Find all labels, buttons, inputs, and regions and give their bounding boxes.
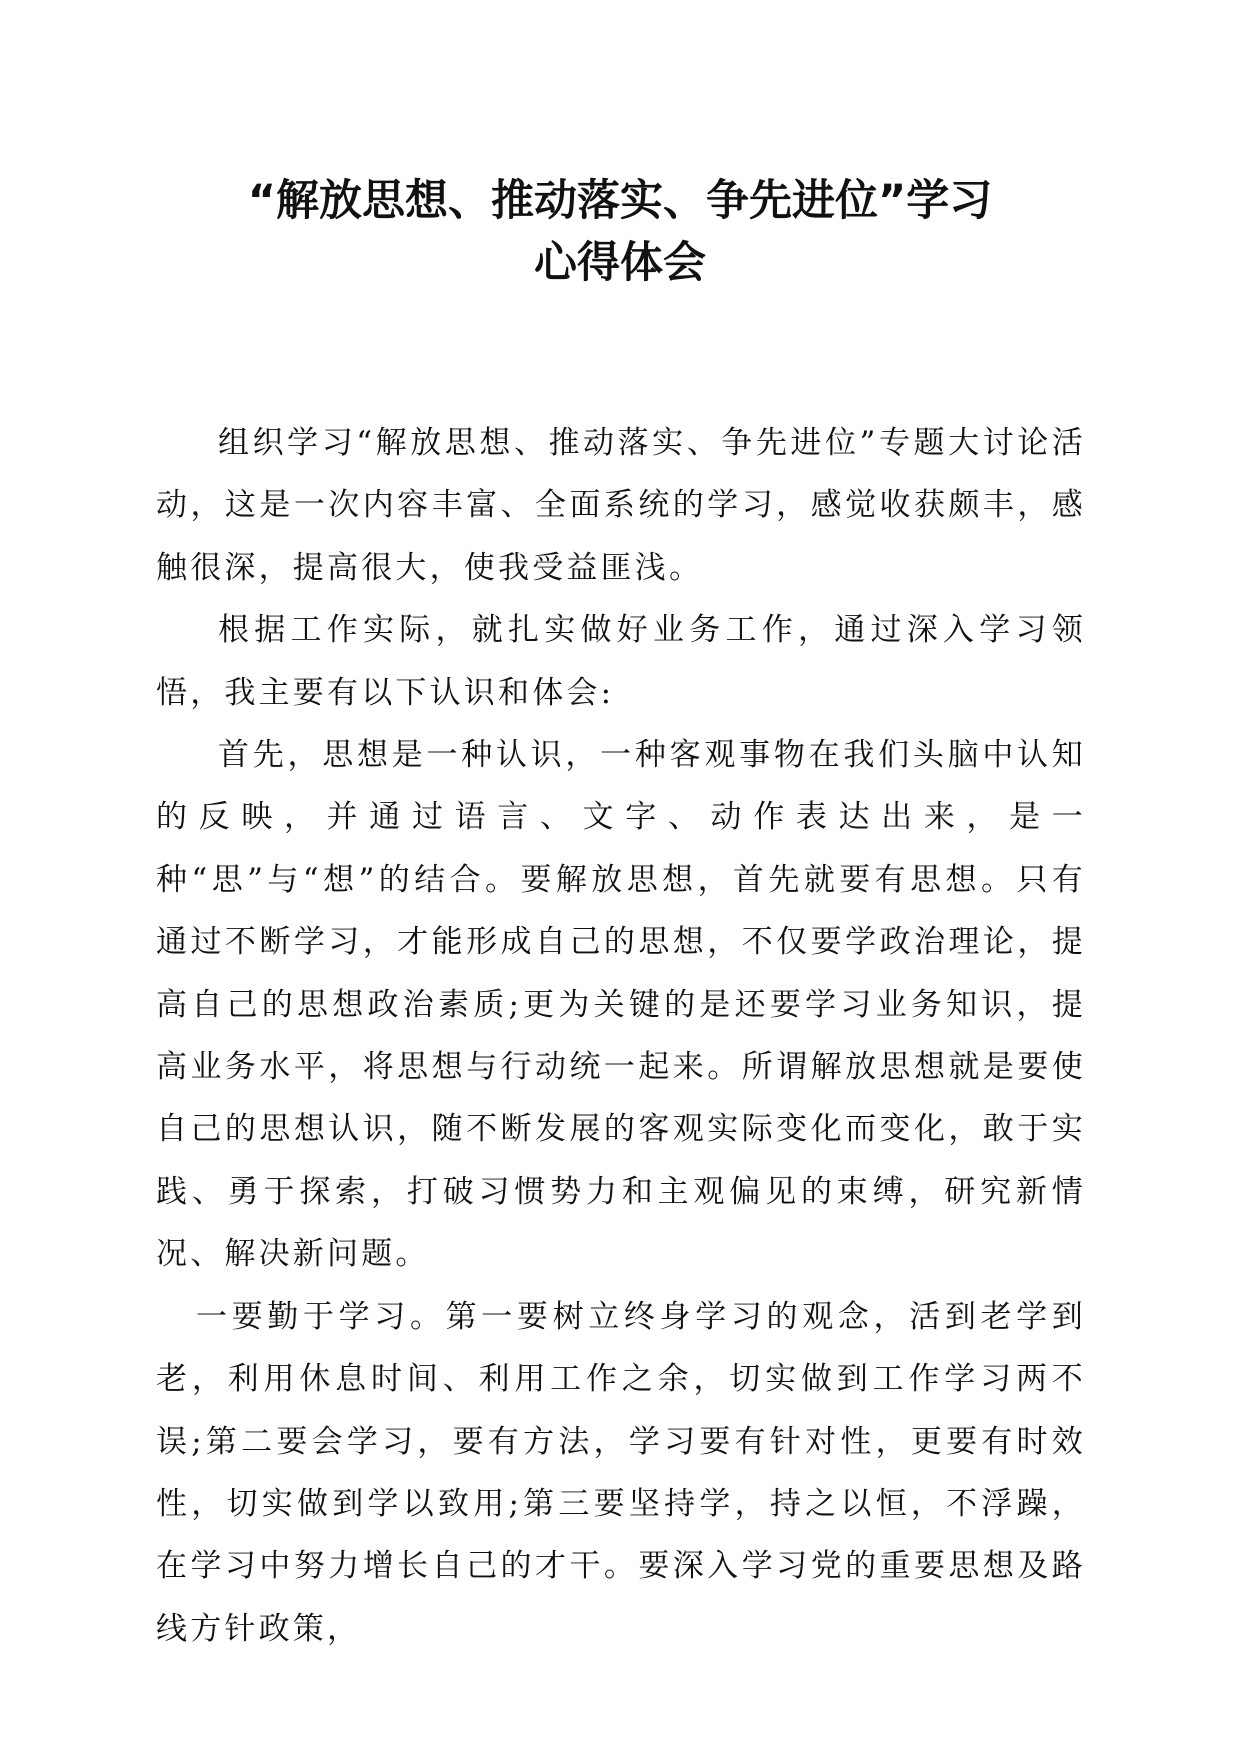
paragraph-first: 首先，思想是一种认识，一种客观事物在我们头脑中认知的反映，并通过语言、文字、动作表达出来，是一种“思”与“想”的结合。要解放思想，首先就要有思想。只有通过不断学习，才能形成自己的思想，不仅要学政治理论，提高自己的思想政治素质;更为关键的是还要学习业务知识，提高业务水平，将思想与行动统一起来。所谓解放思想就是要使自己的思想认识，随不断发展的客观实际变化而变化，敢于实践、勇于探索，打破习惯势力和主观偏见的束缚，研究新情况、解决新问题。 (156, 737, 1086, 1273)
document-body (156, 412, 1086, 1660)
title-line-2: 心得体会 (534, 238, 706, 288)
paragraph-basis: 根据工作实际，就扎实做好业务工作，通过深入学习领悟，我主要有以下认识和体会: (156, 612, 1086, 711)
paragraph-intro: 组织学习“解放思想、推动落实、争先进位”专题大讨论活动，这是一次内容丰富、全面系统的学习，感觉收获颇丰，感触很深，提高很大，使我受益匪浅。 (156, 425, 1086, 586)
document-title (0, 170, 1240, 294)
title-line-1: “解放思想、推动落实、争先进位”学习 (247, 176, 993, 226)
paragraph-study: 一要勤于学习。第一要树立终身学习的观念，活到老学到老，利用休息时间、利用工作之余，切实做到工作学习两不误;第二要会学习，要有方法，学习要有针对性，更要有时效性，切实做到学以致用;第三要坚持学，持之以恒，不浮躁，在学习中努力增长自己的才干。要深入学习党的重要思想及路线方针政策， (156, 1298, 1086, 1647)
